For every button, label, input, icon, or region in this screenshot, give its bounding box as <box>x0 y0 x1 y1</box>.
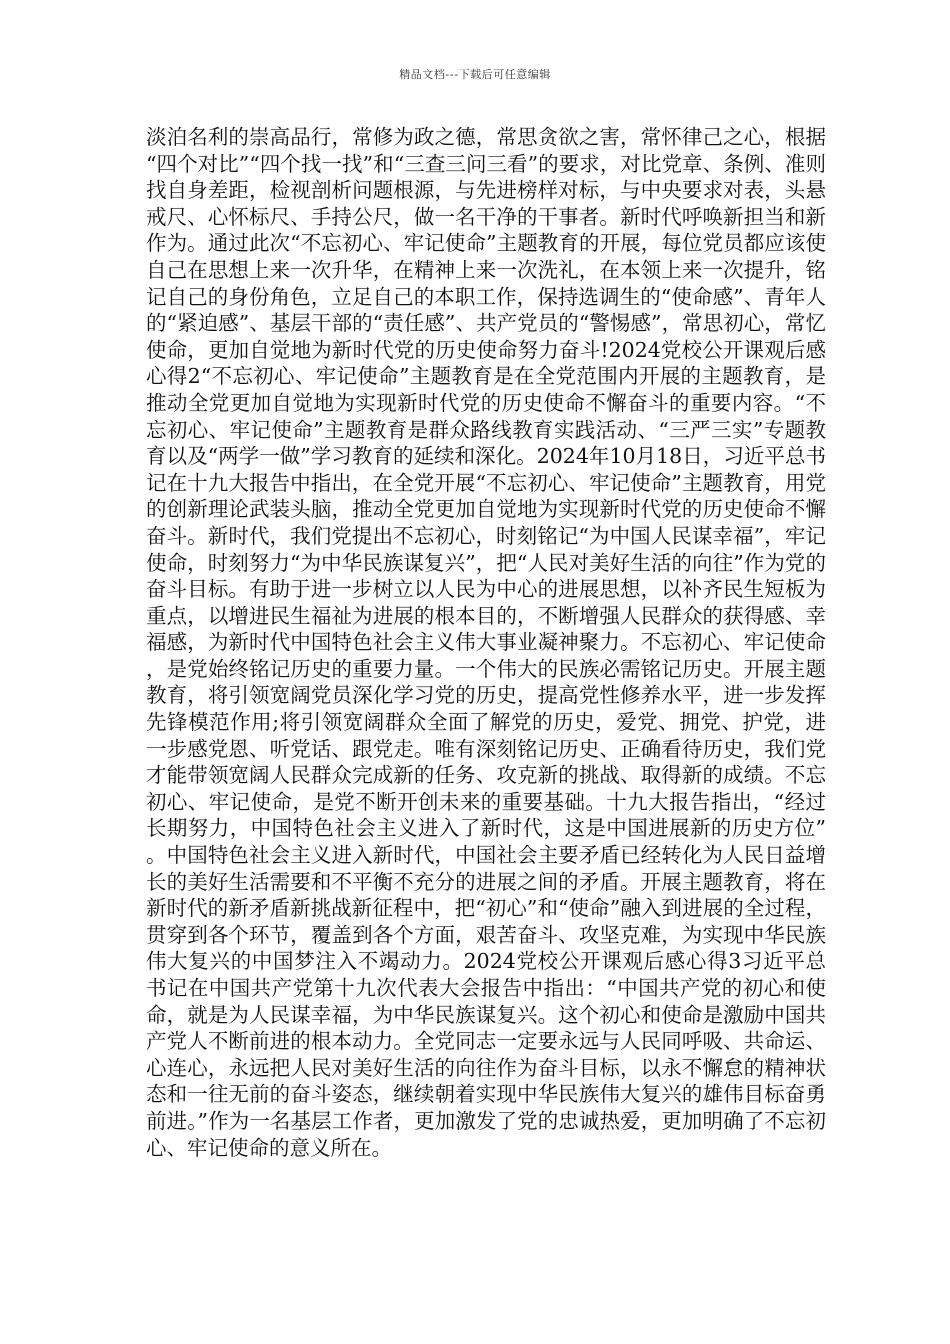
document-body <box>146 124 826 1161</box>
text-segment-3: 2024党校公开课观后感心得3习近平总书记在中国共产党第十九次代表大会报告中指出：“中国共产党的初心和使命，就是为人民谋幸福，为中华民族谋复兴。这个初心和使命是激励中国共产党人不断前进的根本动力。全党同志一定要永远与人民同呼吸、共命运、心连心，永远把人民对美好生活的向往作为奋斗目标，以永不懈怠的精神状态和一往无前的奋斗姿态，继续朝着实现中华民族伟大复兴的雄伟目标奋勇前进。”作为一名基层工作者，更加激发了党的忠诚热爱，更加明确了不忘初心、牢记使命的意义所在。 <box>146 949 826 1160</box>
text-segment-1: 淡泊名利的崇高品行，常修为政之德，常思贪欲之害，常怀律己之心，根据“四个对比”“四个找一找”和“三查三问三看”的要求，对比党章、条例、准则找自身差距，检视剖析问题根源，与先进榜样对标，与中央要求对表，头悬戒尺、心怀标尺、手持公尺，做一名干净的干事者。新时代呼唤新担当和新作为。通过此次“不忘初心、牢记使命”主题教育的开展，每位党员都应该使自己在思想上来一次升华，在精神上来一次洗礼，在本领上来一次提升，铭记自己的身份角色，立足自己的本职工作，保持选调生的“使命感”、青年人的“紧迫感”、基层干部的“责任感”、共产党员的“警惕感”，常思初心，常忆使命，更加自觉地为新时代党的历史使命努力奋斗! <box>146 125 826 362</box>
text-segment-2: 2024党校公开课观后感心得2“不忘初心、牢记使命”主题教育是在全党范围内开展的主题教育，是推动全党更加自觉地为实现新时代党的历史使命不懈奋斗的重要内容。“不忘初心、牢记使命”主题教育是群众路线教育实践活动、“三严三实”专题教育以及“两学一做”学习教育的延续和深化。2024年10月18日，习近平总书记在十九大报告中指出，在全党开展“不忘初心、牢记使命”主题教育，用党的创新理论武装头脑，推动全党更加自觉地为实现新时代党的历史使命不懈奋斗。新时代，我们党提出不忘初心，时刻铭记“为中国人民谋幸福”，牢记使命，时刻努力“为中华民族谋复兴”，把“人民对美好生活的向往”作为党的奋斗目标。有助于进一步树立以人民为中心的进展思想，以补齐民生短板为重点，以增进民生福祉为进展的根本目的，不断增强人民群众的获得感、幸福感，为新时代中国特色社会主义伟大事业凝神聚力。不忘初心、牢记使命，是党始终铭记历史的重要力量。一个伟大的民族必需铭记历史。开展主题教育，将引领宽阔党员深化学习党的历史，提高党性修养水平，进一步发挥先锋模范作用;将引领宽阔群众全面了解党的历史，爱党、拥党、护党，进一步感党恩、听党话、跟党走。唯有深刻铭记历史、正确看待历史，我们党才能带领宽阔人民群众完成新的任务、攻克新的挑战、取得新的成绩。不忘初心、牢记使命，是党不断开创未来的重要基础。十九大报告指出，“经过长期努力，中国特色社会主义进入了新时代，这是中国进展新的历史方位”。中国特色社会主义进入新时代，中国社会主要矛盾已经转化为人民日益增长的美好生活需要和不平衡不充分的进展之间的矛盾。开展主题教育，将在新时代的新矛盾新挑战新征程中，把“初心”和“使命”融入到进展的全过程，贯穿到各个环节，覆盖到各个方面，艰苦奋斗、攻坚克难，为实现中华民族伟大复兴的中国梦注入不竭动力。 <box>146 337 827 974</box>
page-header-watermark: 精品文档---下载后可任意编辑 <box>399 68 551 81</box>
